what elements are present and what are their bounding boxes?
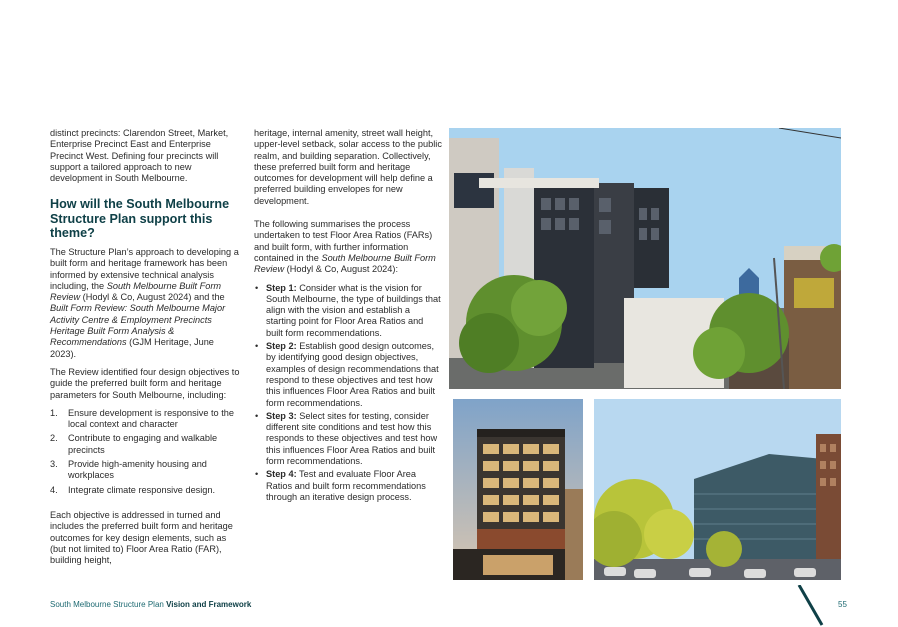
- steps-list: [254, 283, 442, 504]
- objective-paragraph: Each objective is addressed in turned and includes the preferred built form and heritage outcomes for key design elements, such as (but not limited to) Floor Area Ratio (FAR), building height,: [50, 509, 233, 566]
- list-item: • Step 2: Establish good design outcomes, by identifying good design objectives, examples of design recommendations that respond to these objectives and test how this influences Floor Area Ratios and built form recommendations.: [255, 341, 439, 408]
- footer-doc-title: South Melbourne Structure Plan Vision and Framework: [50, 600, 252, 609]
- section-heading: How will the South Melbourne Structure Plan support this theme?: [50, 197, 230, 241]
- list-item: 2. Contribute to engaging and walkable precincts: [50, 433, 218, 455]
- approach-paragraph: The Structure Plan’s approach to developing a built form and heritage framework has been informed by extensive technical analysis including, the South Melbourne Built Form Review (Hodyl & Co, August 2024) and the Built Form Review: South Melbourne Major Activity Centre & Employment Precincts Heritage Built Form Analysis & Recommendations (GJM Heritage, June 2023).: [50, 246, 239, 359]
- accent-stroke: [796, 585, 826, 627]
- outcomes-paragraph: heritage, internal amenity, street wall height, upper-level setback, solar access to the public realm, and building separation. Collectively, these preferred built form and heritage outcomes for development will help define a preferred building envelopes for new development.: [254, 128, 442, 206]
- page-number: 55: [838, 600, 847, 609]
- list-item: 4. Integrate climate responsive design.: [50, 484, 216, 495]
- intro-paragraph: distinct precincts: Clarendon Street, Market, Enterprise Precinct East and Enterprise Precinct West. Defining four precincts will support a tailored approach to new development in South Melbourne.: [50, 128, 229, 184]
- photo-apartment-tower: [453, 399, 583, 580]
- photo-office-trees: [594, 399, 841, 580]
- text-column-right: [254, 128, 442, 505]
- objectives-intro: The Review identified four design objectives to guide the preferred built form and heritage parameters for South Melbourne, including:: [50, 366, 240, 400]
- objectives-list: [50, 408, 240, 496]
- list-item: 1. Ensure development is responsive to the local context and character: [50, 407, 234, 430]
- list-item: • Step 3: Select sites for testing, consider different site conditions and test how this responds to these objectives and test how this influences Floor Area Ratios and built form recommendations.: [255, 410, 438, 467]
- list-item: 3. Provide high-amenity housing and workplaces: [50, 459, 207, 481]
- process-paragraph: The following summarises the process undertaken to test Floor Area Ratios (FARs) and built form, with further information contained in the South Melbourne Built Form Review (Hodyl & Co, August 2024):: [254, 219, 436, 275]
- photo-streetscape: [449, 128, 841, 389]
- list-item: • Step 4: Test and evaluate Floor Area Ratios and built form recommendations through an iterative design process.: [255, 469, 426, 502]
- text-column-left: [50, 128, 240, 573]
- list-item: • Step 1: Consider what is the vision for South Melbourne, the type of buildings that align with the vision and establish a starting point for Floor Area Ratios and built form recommendations.: [255, 282, 441, 338]
